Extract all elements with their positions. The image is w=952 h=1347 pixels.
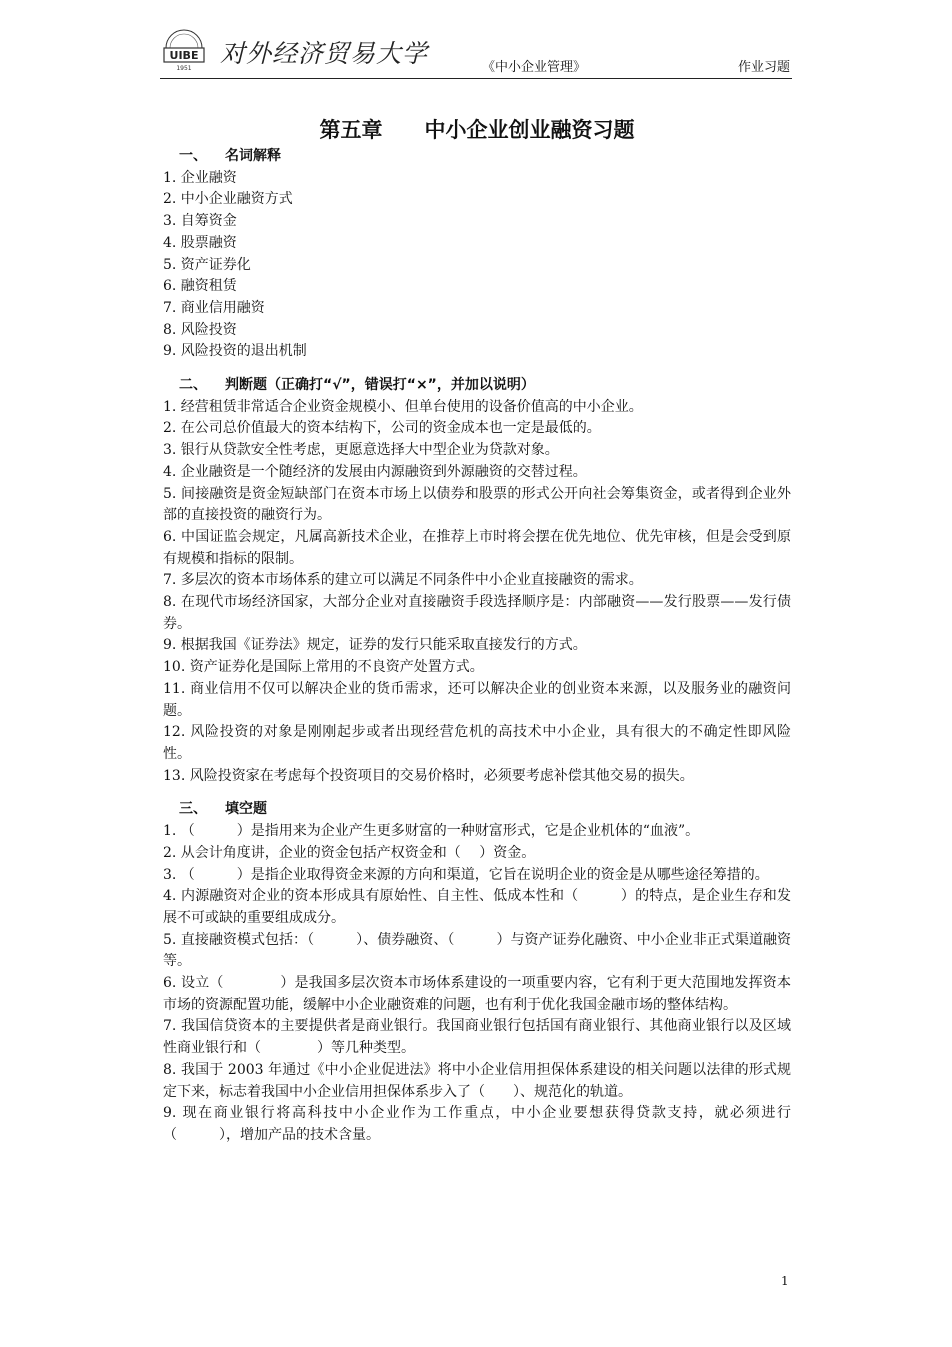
section-heading	[163, 799, 791, 821]
question-item: 6. 设立（ ）是我国多层次资本市场体系建设的一项重要内容，它有利于更大范围地发挥资本市场的资源配置功能，缓解中小企业融资难的问题，也有利于优化我国金融市场的整体结构。	[163, 975, 791, 1013]
section-gap	[163, 787, 791, 799]
question-item: 7. 多层次的资本市场体系的建立可以满足不同条件中小企业直接融资的需求。	[163, 572, 643, 589]
university-logo-icon	[160, 26, 208, 76]
question-item: 4. 内源融资对企业的资本形成具有原始性、自主性、低成本性和（ ）的特点，是企业生存和发展不可或缺的重要组成成分。	[163, 888, 791, 926]
question-item: 8. 我国于 2003 年通过《中小企业促进法》将中小企业信用担保体系建设的相关问题以法律的形式规定下来，标志着我国中小企业信用担保体系步入了（ ）、规范化的轨道。	[163, 1061, 791, 1100]
question-item: 10. 资产证券化是国际上常用的不良资产处置方式。	[163, 659, 484, 676]
question-item: 3. （ ）是指企业取得资金来源的方向和渠道，它旨在说明企业的资金是从哪些途径筹措的。	[163, 866, 769, 883]
section-number: 三、	[179, 801, 207, 818]
page-header	[160, 26, 792, 79]
section-heading	[163, 146, 791, 168]
section-heading	[163, 375, 791, 397]
question-item: 1. （ ）是指用来为企业产生更多财富的一种财富形式，它是企业机体的“血液”。	[163, 823, 700, 840]
chapter-title: 第五章 中小企业创业融资习题	[319, 118, 635, 142]
svg-text:1951: 1951	[176, 65, 192, 72]
page-number: 1	[781, 1274, 789, 1288]
sections-container	[163, 146, 791, 1147]
question-item: 7. 商业信用融资	[163, 299, 265, 316]
svg-text:UIBE: UIBE	[169, 49, 199, 62]
question-item: 2. 中小企业融资方式	[163, 191, 293, 208]
question-item: 3. 银行从贷款安全性考虑，更愿意选择大中型企业为贷款对象。	[163, 442, 559, 459]
question-item: 3. 自筹资金	[163, 213, 237, 230]
question-item: 4. 企业融资是一个随经济的发展由内源融资到外源融资的交替过程。	[163, 463, 587, 480]
question-item: 12. 风险投资的对象是刚刚起步或者出现经营危机的高技术中小企业，具有很大的不确定性即风险性。	[163, 724, 791, 762]
question-item: 6. 融资租赁	[163, 278, 237, 295]
section-title: 填空题	[225, 801, 267, 818]
university-name: 对外经济贸易大学	[220, 39, 429, 68]
question-item: 5. 资产证券化	[163, 256, 251, 273]
course-name: 《中小企业管理》	[482, 60, 587, 75]
section-gap	[163, 363, 791, 375]
question-item: 11. 商业信用不仅可以解决企业的货币需求，还可以解决企业的创业资本来源，以及服务业的融资问题。	[163, 680, 791, 719]
question-item: 4. 股票融资	[163, 234, 237, 251]
document-type: 作业习题	[737, 60, 790, 75]
question-item: 9. 风险投资的退出机制	[163, 343, 307, 360]
question-item: 8. 在现代市场经济国家，大部分企业对直接融资手段选择顺序是：内部融资——发行股票——发行债券。	[163, 594, 791, 632]
question-item: 7. 我国信贷资本的主要提供者是商业银行。我国商业银行包括国有商业银行、其他商业银行以及区域性商业银行和（ ）等几种类型。	[163, 1018, 791, 1057]
section-number: 一、	[179, 148, 207, 164]
section-number: 二、	[179, 377, 207, 394]
question-item: 8. 风险投资	[163, 321, 237, 338]
question-item: 2. 在公司总价值最大的资本结构下，公司的资金成本也一定是最低的。	[163, 420, 601, 437]
question-item: 13. 风险投资家在考虑每个投资项目的交易价格时，必须要考虑补偿其他交易的损失。	[163, 767, 694, 784]
document-body	[163, 114, 791, 1147]
question-item: 1. 经营租赁非常适合企业资金规模小、但单台使用的设备价值高的中小企业。	[163, 398, 643, 415]
question-item: 5. 间接融资是资金短缺部门在资本市场上以债券和股票的形式公开向社会筹集资金，或者得到企业外部的直接投资的融资行为。	[163, 485, 791, 524]
question-item: 2. 从会计角度讲，企业的资金包括产权资金和（ ）资金。	[163, 844, 536, 861]
question-item: 9. 现在商业银行将高科技中小企业作为工作重点，中小企业要想获得贷款支持，就必须进行（ ），增加产品的技术含量。	[163, 1105, 791, 1143]
question-item: 9. 根据我国《证券法》规定，证券的发行只能采取直接发行的方式。	[163, 637, 587, 654]
section-title: 判断题（正确打“√”，错误打“×”，并加以说明）	[225, 377, 535, 394]
question-item: 6. 中国证监会规定，凡属高新技术企业，在推荐上市时将会摆在优先地位、优先审核，但是会受到原有规模和指标的限制。	[163, 528, 791, 567]
question-item: 1. 企业融资	[163, 169, 237, 186]
section-title: 名词解释	[225, 148, 281, 164]
question-item: 5. 直接融资模式包括：（ ）、债券融资、（ ）与资产证券化融资、中小企业非正式渠道融资等。	[163, 931, 791, 970]
